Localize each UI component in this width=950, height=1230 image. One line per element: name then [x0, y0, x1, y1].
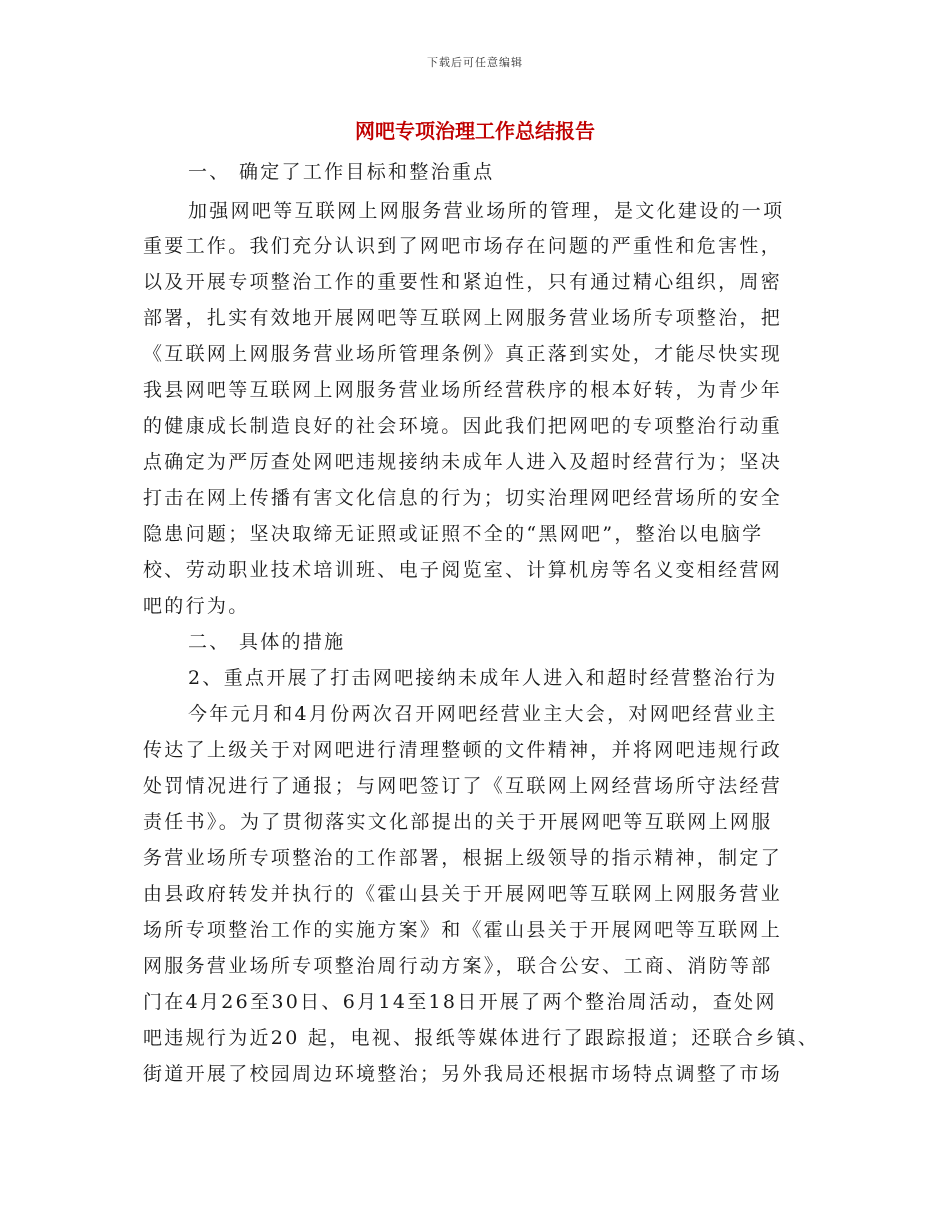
subsection-heading: 2、重点开展了打击网吧接纳未成年人进入和超时经营整治行为	[188, 667, 778, 689]
paragraph-line: 吧违规行为近20 起，电视、报纸等媒体进行了跟踪报道；还联合乡镇、	[143, 1027, 820, 1049]
paragraph-line: 今年元月和4月份两次召开网吧经营业主大会，对网吧经营业主	[188, 703, 778, 725]
paragraph-line: 《互联网上网服务营业场所管理条例》真正落到实处，才能尽快实现	[143, 343, 783, 365]
paragraph-line: 以及开展专项整治工作的重要性和紧迫性，只有通过精心组织，周密	[143, 271, 783, 293]
paragraph-line: 部署，扎实有效地开展网吧等互联网上网服务营业场所专项整治，把	[143, 307, 783, 329]
paragraph-line: 处罚情况进行了通报；与网吧签订了《互联网上网经营场所守法经营	[143, 775, 783, 797]
paragraph-line: 我县网吧等互联网上网服务营业场所经营秩序的根本好转，为青少年	[143, 379, 783, 401]
section-heading-1: 一、 确定了工作目标和整治重点	[188, 161, 495, 183]
paragraph-line: 重要工作。我们充分认识到了网吧市场存在问题的严重性和危害性，	[143, 235, 783, 257]
page-header-note: 下载后可任意编辑	[427, 56, 523, 69]
paragraph-line: 责任书》。为了贯彻落实文化部提出的关于开展网吧等互联网上网服	[143, 811, 773, 833]
paragraph-line: 网服务营业场所专项整治周行动方案》，联合公安、工商、消防等部	[143, 955, 773, 977]
section-heading-2: 二、 具体的措施	[188, 631, 346, 653]
paragraph-line: 吧的行为。	[143, 595, 250, 617]
paragraph-line: 的健康成长制造良好的社会环境。因此我们把网吧的专项整治行动重	[143, 415, 783, 437]
paragraph-line: 隐患问题；坚决取缔无证照或证照不全的“黑网吧”，整治以电脑学	[143, 523, 764, 545]
paragraph-line: 由县政府转发并执行的《霍山县关于开展网吧等互联网上网服务营业	[143, 883, 783, 905]
paragraph-line: 传达了上级关于对网吧进行清理整顿的文件精神，并将网吧违规行政	[143, 739, 783, 761]
document-title: 网吧专项治理工作总结报告	[355, 119, 595, 143]
paragraph-line: 校、劳动职业技术培训班、电子阅览室、计算机房等名义变相经营网	[143, 559, 783, 581]
paragraph-line: 打击在网上传播有害文化信息的行为；切实治理网吧经营场所的安全	[143, 487, 783, 509]
paragraph-line: 门在4月26至30日、6月14至18日开展了两个整治周活动，查处网	[143, 991, 777, 1013]
paragraph-line: 点确定为严厉查处网吧违规接纳未成年人进入及超时经营行为；坚决	[143, 451, 783, 473]
paragraph-line: 加强网吧等互联网上网服务营业场所的管理，是文化建设的一项	[188, 200, 785, 222]
paragraph-line: 街道开展了校园周边环境整治；另外我局还根据市场特点调整了市场	[143, 1063, 783, 1085]
paragraph-line: 务营业场所专项整治的工作部署，根据上级领导的指示精神，制定了	[143, 847, 783, 869]
paragraph-line: 场所专项整治工作的实施方案》和《霍山县关于开展网吧等互联网上	[143, 919, 783, 941]
